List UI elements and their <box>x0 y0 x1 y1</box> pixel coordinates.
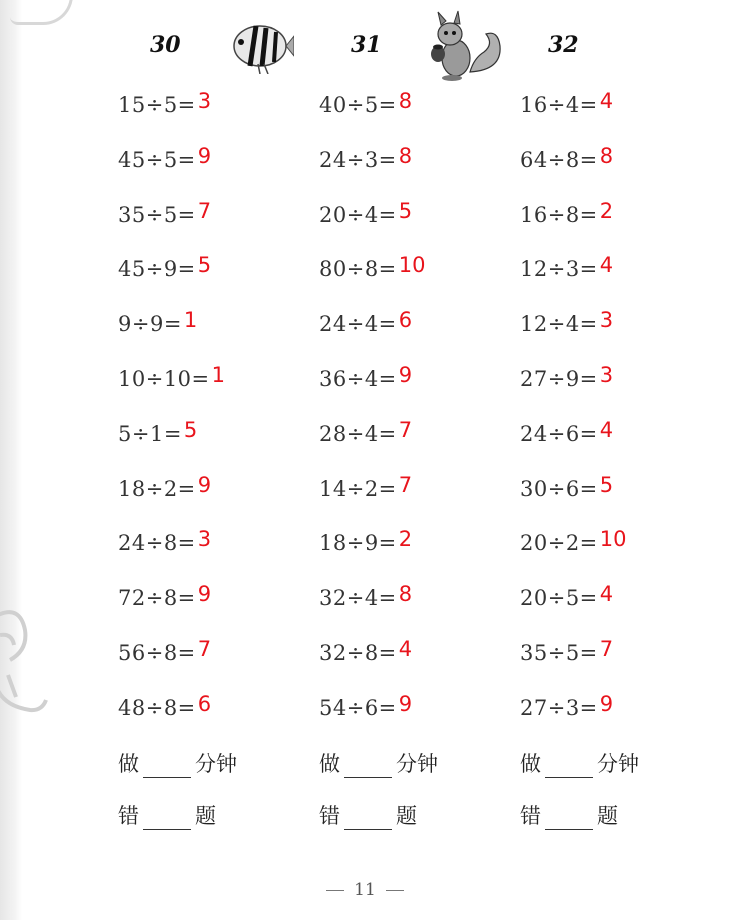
page-number-value: 11 <box>354 880 376 900</box>
problem-answer: 3 <box>599 308 614 333</box>
problem-expression: 32÷4= <box>319 586 397 611</box>
problem-answer: 7 <box>197 637 212 661</box>
problem-expression: 54÷6= <box>319 695 397 720</box>
problem-answer: 9 <box>197 472 212 497</box>
problem-answer: 9 <box>197 582 212 607</box>
page-binding-shadow <box>0 0 22 920</box>
problem-expression: 28÷4= <box>319 421 397 446</box>
problem-answer: 7 <box>599 637 614 661</box>
problem-expression: 20÷2= <box>520 531 598 556</box>
problem-row <box>319 143 412 177</box>
problem-row <box>520 636 613 670</box>
problem-row <box>520 581 613 615</box>
problem-expression: 35÷5= <box>118 202 196 227</box>
problem-answer: 7 <box>398 472 413 497</box>
problem-row <box>118 472 211 506</box>
footer-label: 错 <box>319 804 340 828</box>
angelfish-icon <box>230 18 294 74</box>
problem-answer: 4 <box>599 253 614 278</box>
blank-line[interactable] <box>545 807 593 830</box>
problem-expression: 20÷4= <box>319 202 397 227</box>
problem-row <box>319 472 412 506</box>
problem-answer: 5 <box>183 417 198 442</box>
problem-row <box>319 307 412 341</box>
time-spent-field <box>319 748 438 778</box>
page-number <box>0 880 730 900</box>
problem-row <box>118 362 225 396</box>
problem-expression: 30÷6= <box>520 476 598 501</box>
problem-row <box>118 636 211 670</box>
dash-left <box>326 890 344 891</box>
problem-row <box>118 307 197 341</box>
problem-row <box>520 143 613 177</box>
problem-answer: 4 <box>599 89 614 113</box>
problem-row <box>520 198 613 232</box>
problem-expression: 40÷5= <box>319 93 397 117</box>
problem-answer: 6 <box>197 691 212 716</box>
dash-right <box>386 890 404 891</box>
problem-expression: 32÷8= <box>319 641 397 665</box>
problem-answer: 4 <box>599 582 614 607</box>
problem-expression: 27÷9= <box>520 367 598 391</box>
problem-row <box>118 88 211 122</box>
problem-answer: 4 <box>398 637 413 661</box>
problem-expression: 72÷8= <box>118 586 196 611</box>
problem-expression: 45÷5= <box>118 147 196 172</box>
footer-label: 分钟 <box>195 752 237 776</box>
problem-answer: 1 <box>183 308 198 333</box>
problem-answer: 5 <box>398 198 413 223</box>
problem-expression: 5÷1= <box>118 421 182 446</box>
footer-label: 错 <box>118 804 139 828</box>
problem-row <box>520 362 613 396</box>
footer-label: 做 <box>520 752 541 776</box>
problem-row <box>520 252 613 286</box>
footer-label: 做 <box>319 752 340 776</box>
problem-row <box>118 198 211 232</box>
problem-answer: 10 <box>599 527 627 552</box>
problem-expression: 48÷8= <box>118 695 196 720</box>
watermark-fragment <box>10 0 73 25</box>
problem-row <box>319 691 412 725</box>
blank-line[interactable] <box>143 755 191 778</box>
problem-answer: 7 <box>398 417 413 442</box>
problem-expression: 18÷2= <box>118 476 196 501</box>
problem-expression: 16÷8= <box>520 202 598 227</box>
problem-row <box>319 252 426 286</box>
column-number: 31 <box>351 32 382 58</box>
problem-answer: 7 <box>197 198 212 223</box>
problem-expression: 24÷4= <box>319 312 397 337</box>
problem-row <box>319 88 412 122</box>
problem-answer: 10 <box>398 253 426 278</box>
problem-answer: 9 <box>398 691 413 716</box>
problem-answer: 4 <box>599 417 614 442</box>
problem-answer: 8 <box>398 89 413 113</box>
errors-count-field <box>118 800 216 830</box>
squirrel-icon <box>424 10 504 82</box>
problem-row <box>118 691 211 725</box>
column-number: 32 <box>548 32 579 58</box>
problem-row <box>520 472 613 506</box>
problem-answer: 6 <box>398 308 413 333</box>
problem-row <box>319 526 412 560</box>
problem-row <box>118 417 197 451</box>
problem-row <box>520 417 613 451</box>
problem-expression: 10÷10= <box>118 367 210 391</box>
problem-row <box>319 362 412 396</box>
problem-row <box>520 88 613 122</box>
blank-line[interactable] <box>344 755 392 778</box>
problem-expression: 80÷8= <box>319 257 397 282</box>
footer-label: 分钟 <box>597 752 639 776</box>
problem-row <box>520 526 627 560</box>
blank-line[interactable] <box>344 807 392 830</box>
problem-expression: 15÷5= <box>118 93 196 117</box>
problem-answer: 5 <box>197 253 212 278</box>
problem-answer: 3 <box>197 89 212 113</box>
time-spent-field <box>520 748 639 778</box>
problem-expression: 24÷6= <box>520 421 598 446</box>
problem-row <box>319 417 412 451</box>
problem-answer: 1 <box>211 363 226 387</box>
problem-row <box>118 143 211 177</box>
problem-answer: 9 <box>398 363 413 387</box>
problem-expression: 45÷9= <box>118 257 196 282</box>
problem-expression: 18÷9= <box>319 531 397 556</box>
errors-count-field <box>520 800 618 830</box>
blank-line[interactable] <box>143 807 191 830</box>
problem-expression: 27÷3= <box>520 695 598 720</box>
footer-label: 分钟 <box>396 752 438 776</box>
footer-label: 做 <box>118 752 139 776</box>
problem-answer: 9 <box>599 691 614 716</box>
problem-answer: 8 <box>599 143 614 168</box>
problem-row <box>319 198 412 232</box>
problem-expression: 20÷5= <box>520 586 598 611</box>
column-number: 30 <box>150 32 181 58</box>
problem-answer: 8 <box>398 143 413 168</box>
problem-row <box>319 581 412 615</box>
footer-label: 题 <box>597 804 618 828</box>
errors-count-field <box>319 800 417 830</box>
problem-expression: 16÷4= <box>520 93 598 117</box>
problem-row <box>520 307 613 341</box>
problem-expression: 12÷4= <box>520 312 598 337</box>
watermark-logo-fragment <box>0 605 50 725</box>
problem-expression: 56÷8= <box>118 641 196 665</box>
time-spent-field <box>118 748 237 778</box>
problem-answer: 9 <box>197 143 212 168</box>
problem-answer: 2 <box>599 198 614 223</box>
problem-answer: 2 <box>398 527 413 552</box>
problem-expression: 24÷3= <box>319 147 397 172</box>
footer-label: 题 <box>396 804 417 828</box>
problem-expression: 35÷5= <box>520 641 598 665</box>
footer-label: 题 <box>195 804 216 828</box>
problem-expression: 9÷9= <box>118 312 182 337</box>
problem-answer: 3 <box>599 363 614 387</box>
blank-line[interactable] <box>545 755 593 778</box>
problem-answer: 3 <box>197 527 212 552</box>
problem-expression: 36÷4= <box>319 367 397 391</box>
problem-expression: 64÷8= <box>520 147 598 172</box>
problem-expression: 24÷8= <box>118 531 196 556</box>
footer-label: 错 <box>520 804 541 828</box>
problem-expression: 14÷2= <box>319 476 397 501</box>
problem-row <box>520 691 613 725</box>
problem-row <box>118 526 211 560</box>
problem-row <box>118 252 211 286</box>
problem-row <box>319 636 412 670</box>
problem-answer: 8 <box>398 582 413 607</box>
problem-expression: 12÷3= <box>520 257 598 282</box>
problem-answer: 5 <box>599 472 614 497</box>
problem-row <box>118 581 211 615</box>
